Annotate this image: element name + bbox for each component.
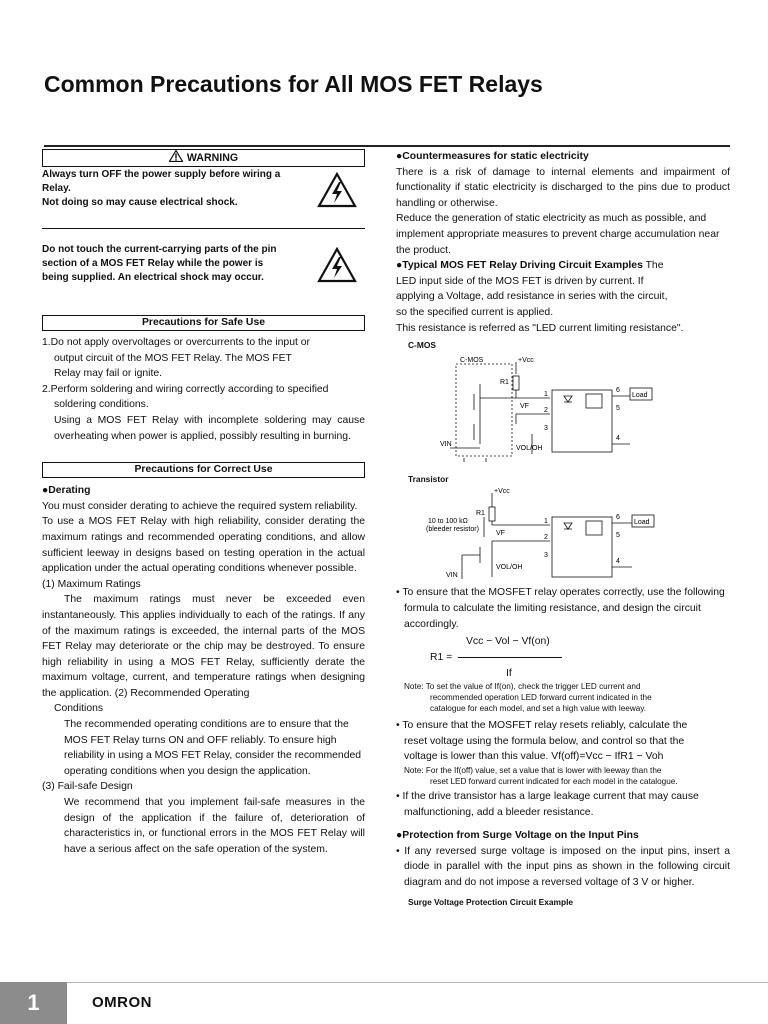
footer-rule [67, 982, 768, 983]
safe-use-item: 1.Do not apply overvoltages or overcurrents to the input or [42, 337, 310, 348]
title-rule [44, 145, 730, 147]
surge-heading: ●Protection from Surge Voltage on the Input Pins [396, 830, 639, 842]
r1-text: R1 [500, 378, 509, 386]
load-text: Load [632, 391, 648, 399]
cmos-circuit-diagram [440, 354, 680, 466]
pin-label: 1 [544, 518, 548, 526]
omron-logo: OMRON [92, 994, 152, 1011]
electric-shock-icon [317, 172, 357, 208]
warning-item-power [42, 168, 365, 218]
vcc-text: +Vcc [518, 356, 534, 364]
vol-text: VOL/OH [516, 444, 543, 452]
transistor-circuit-diagram [422, 487, 662, 583]
note-text: reset LED forward current indicated for each model in the catalogue. [430, 777, 678, 787]
bullet-surge: • If any reversed surge voltage is imposed on the input pins, insert a diode in parallel with the input pins as shown in the following circuit diagram and do not impose a reversed voltage of 3 V or higher. [396, 845, 730, 889]
safe-use-item: 2.Perform soldering and wiring correctly according to specified [42, 383, 329, 395]
derating-paragraph: To use a MOS FET Relay with high reliability, consider derating the maximum ratings and recommended operating conditions, and allow sufficient leeway in designs based on testing operation in the actual application under the actual operating conditions whenever possible. [42, 516, 365, 575]
warning-text: Relay. [42, 183, 71, 194]
right-column [396, 149, 730, 910]
bullet-bleeder: • If the drive transistor has a large leakage current that may cause malfunctioning, add a bleeder resistance. [396, 791, 699, 818]
vcc-text: +Vcc [494, 488, 510, 496]
bullet-reset-voltage: voltage is lower than this value. Vf(off)=Vcc − IfR1 − Voh [404, 751, 664, 763]
pin-label: 2 [544, 534, 548, 542]
page-title: Common Precautions for All MOS FET Relays [44, 71, 543, 97]
bullet-reset-voltage: • To ensure that the MOSFET relay resets reliably, calculate the [396, 720, 688, 732]
note-text: recommended operation LED forward current indicated in the [430, 693, 652, 703]
pin-label: 5 [616, 532, 620, 540]
vol-text: VOL/OH [496, 564, 523, 572]
bullet-limiting-resistance: • To ensure that the MOSFET relay operates correctly, use the following formula to calculate the limiting resistance, and design the circuit accordingly. [396, 587, 725, 630]
typical-text: LED input side of the MOS FET is driven by current. If [396, 275, 644, 287]
static-paragraph: Reduce the generation of static electricity as much as possible, and implement appropriate measures to prevent charge accumulation near the product. [396, 213, 720, 256]
safe-use-item: Relay may fail or ignite. [54, 368, 162, 380]
electric-shock-icon [317, 247, 357, 283]
warning-text: Do not touch the current-carrying parts of the pin [42, 244, 277, 255]
pin-label: 2 [544, 406, 548, 414]
typical-text: so the specified current is applied. [396, 306, 554, 318]
max-ratings-paragraph: The maximum ratings must never be exceeded even instantaneously. This applies individually to each of the ratings. If any of the maximum ratings is exceeded, the internal parts of the MOS FET Relay may deteriorate or the chip may be destroyed. To ensure high reliability in using a MOS FET Relay, sufficiently derate the maximum voltage, current, and temperature ratings when designing the application. (2) Recommended Operating [42, 594, 365, 699]
note-ifon [396, 681, 730, 714]
note-ifoff [396, 765, 730, 787]
formula-lhs: R1 = [430, 651, 453, 663]
safe-use-item: Using a MOS FET Relay with incomplete soldering may cause overheating when power is applied, possibly resulting in burning. [54, 414, 365, 442]
r1-text: R1 [476, 510, 485, 518]
typical-text: The [642, 260, 664, 272]
warning-text: section of a MOS FET Relay while the power is [42, 258, 264, 269]
typical-text: This resistance is referred as "LED current limiting resistance". [396, 322, 684, 334]
warning-text: Always turn OFF the power supply before wiring a [42, 169, 281, 180]
safe-use-heading: Precautions for Safe Use [42, 315, 365, 331]
vin-text: VIN [440, 440, 452, 448]
formula-numerator: Vcc − Vol − Vf(on) [466, 636, 550, 648]
pin-label: 5 [616, 404, 620, 412]
formula-line [396, 650, 730, 666]
vf-text: VF [496, 530, 505, 538]
note-text: catalogue for each model, and set a high value with leeway. [430, 704, 647, 714]
warning-divider [42, 228, 365, 229]
load-text: Load [634, 519, 650, 527]
pin-label: 4 [616, 558, 620, 566]
derating-heading: ●Derating [42, 485, 91, 497]
derating-paragraph: You must consider derating to achieve the required system reliability. [42, 500, 358, 512]
vf-text: VF [520, 402, 529, 410]
typical-heading: ●Typical MOS FET Relay Driving Circuit Examples [396, 260, 643, 272]
bullet-reset-voltage: reset voltage using the formula below, and control so that the [404, 735, 685, 747]
pin-label: 3 [544, 424, 548, 432]
warning-text: being supplied. An electrical shock may occur. [42, 272, 264, 283]
formula-denominator: If [506, 667, 512, 679]
pin-label: 3 [544, 552, 548, 560]
warning-heading: WARNING [42, 149, 365, 167]
cmos-label: C-MOS [408, 340, 436, 351]
pin-label: 4 [616, 434, 620, 442]
bleeder-text: (bleeder resistor) [426, 526, 479, 534]
conditions-heading: Conditions [54, 703, 104, 715]
static-paragraph: There is a risk of damage to internal elements and impairment of functionality if static electricity is discharged to the pins due to product handling or otherwise. [396, 166, 730, 209]
page-number: 1 [0, 982, 67, 1024]
static-heading: ●Countermeasures for static electricity [396, 151, 589, 162]
safe-use-item: soldering conditions. [54, 399, 149, 411]
cmos-text: C-MOS [460, 356, 484, 364]
failsafe-heading: (3) Fail-safe Design [42, 781, 133, 793]
typical-paragraph [396, 258, 730, 274]
vin-text: VIN [446, 572, 458, 580]
recommended-paragraph: The recommended operating conditions are to ensure that the MOS FET Relay turns ON and OFF reliably. To ensure high reliability in using a MOS FET Relay, consider the recommended operating conditions when you design the application. [64, 719, 362, 777]
pin-label: 1 [544, 390, 548, 398]
note-text: Note: To set the value of If(on), check the trigger LED current and [404, 682, 641, 692]
note-text: Note: For the If(off) value, set a value that is lower with leeway than the [404, 766, 662, 776]
transistor-label: Transistor [408, 473, 449, 484]
failsafe-paragraph: We recommend that you implement fail-safe measures in the design of the application if the failure of, deterioration of characteristics in, or functional errors in the MOS FET Relay will have a serious affect on the safe operation of the system. [64, 797, 365, 855]
max-ratings-heading: (1) Maximum Ratings [42, 578, 141, 590]
surge-caption: Surge Voltage Protection Circuit Example [408, 896, 574, 907]
warning-triangle-icon [169, 150, 183, 162]
warning-text: Not doing so may cause electrical shock. [42, 197, 238, 208]
left-column [42, 149, 365, 857]
fraction-bar [458, 657, 562, 658]
bleeder-text: 10 to 100 kΩ [428, 518, 468, 526]
pin-label: 6 [616, 514, 620, 522]
pin-label: 6 [616, 386, 620, 394]
typical-text: applying a Voltage, add resistance in series with the circuit, [396, 291, 668, 303]
correct-use-heading: Precautions for Correct Use [42, 462, 365, 478]
safe-use-item: output circuit of the MOS FET Relay. The MOS FET [54, 352, 292, 364]
warning-item-touch [42, 243, 365, 293]
